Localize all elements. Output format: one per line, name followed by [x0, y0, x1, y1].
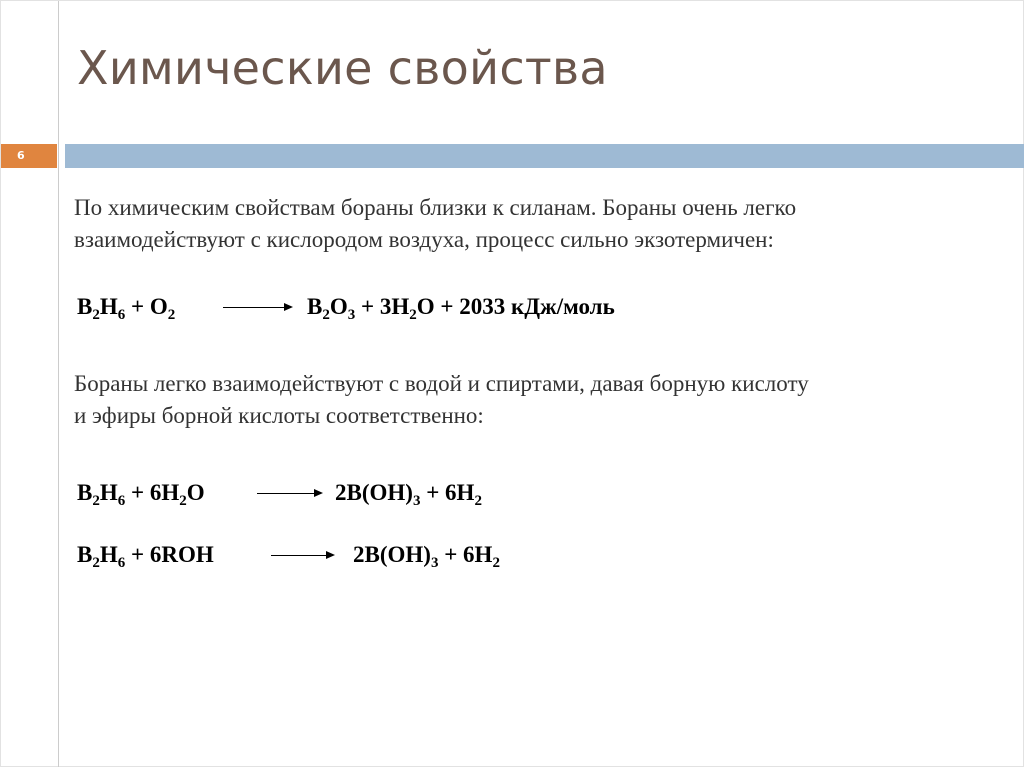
equation-products: $2B(OH)_3 + 6H_2$: [353, 542, 500, 571]
reaction-arrow-icon: [257, 493, 321, 494]
slide-title: Химические свойства: [77, 41, 608, 95]
slide-number-badge: 6: [1, 144, 57, 168]
equation-products: $2B(OH)_3 + 6H_2$: [335, 480, 482, 509]
equation-reactants: $B_2H_6 + 6H_2O$: [77, 480, 205, 509]
paragraph-line: По химическим свойствам бораны близки к силанам. Бораны очень легко: [74, 195, 797, 220]
equation-products: $B_2O_3 + 3H_2O + 2033$ кДж/моль: [307, 294, 615, 323]
header-bar: [65, 144, 1024, 168]
equation-reactants: $B_2H_6 + 6ROH$: [77, 542, 214, 571]
reaction-arrow-icon: [271, 555, 333, 556]
paragraph-hydrolysis: [74, 368, 809, 432]
reaction-arrow-icon: [223, 307, 291, 308]
paragraph-line: Бораны легко взаимодействуют с водой и спиртами, давая борную кислоту: [74, 371, 809, 396]
left-divider-line: [58, 1, 59, 767]
paragraph-oxidation: [74, 192, 796, 256]
paragraph-line: взаимодействуют с кислородом воздуха, процесс сильно экзотермичен:: [74, 227, 774, 252]
paragraph-line: и эфиры борной кислоты соответственно:: [74, 403, 484, 428]
equation-reactants: $B_2H_6 + O_2$: [77, 294, 176, 323]
